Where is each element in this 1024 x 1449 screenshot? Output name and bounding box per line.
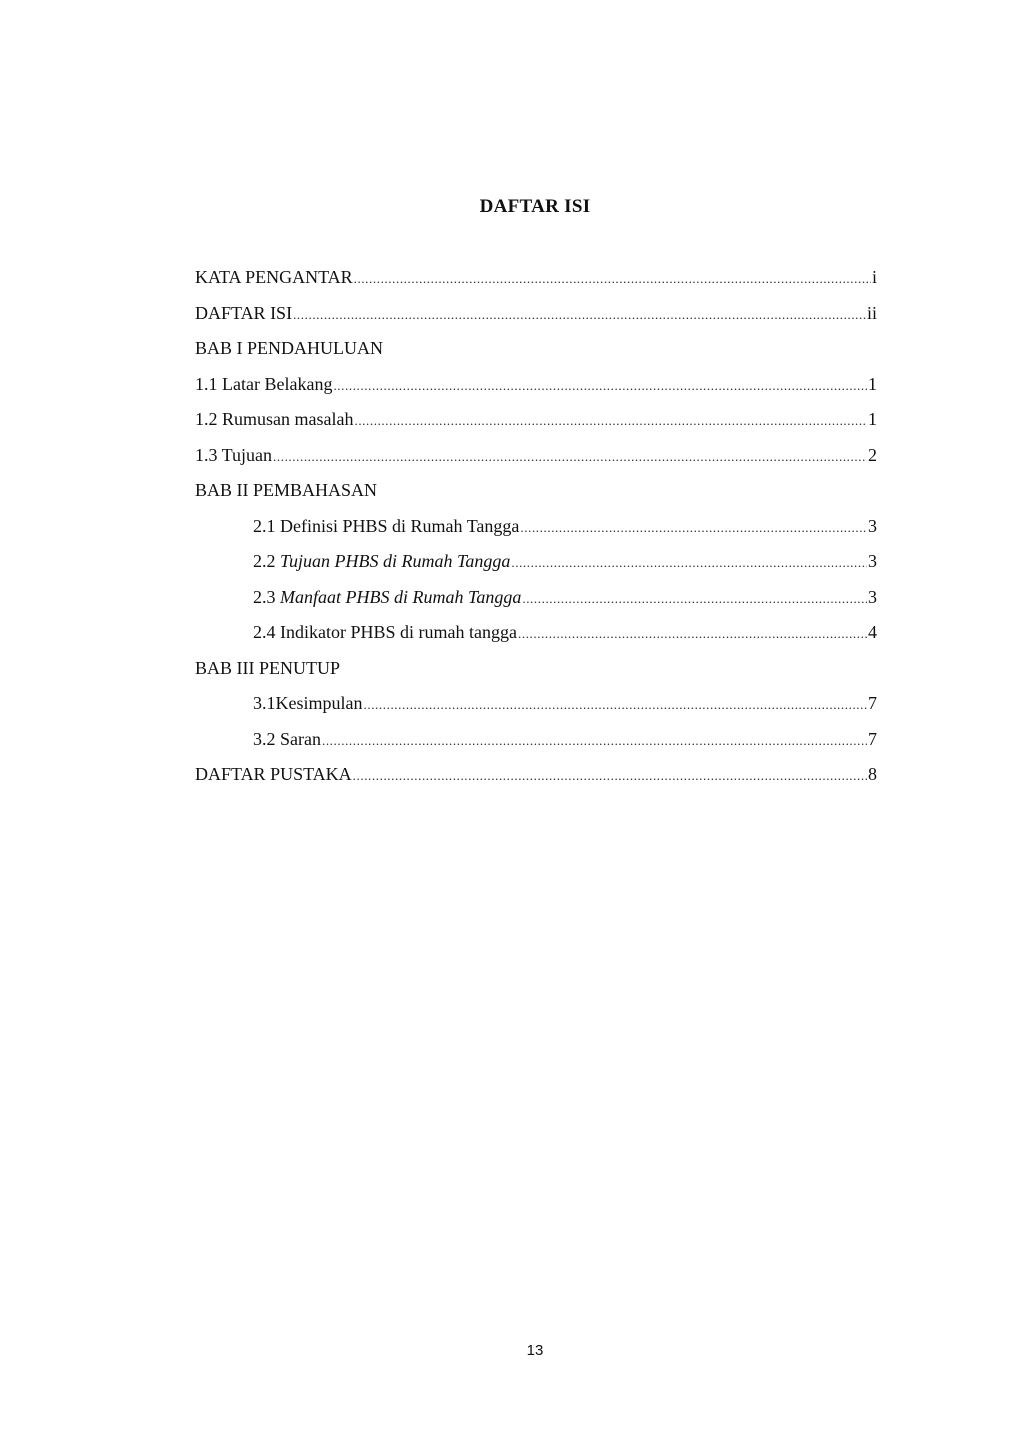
table-of-contents (195, 266, 877, 799)
toc-entry-page: 7 (868, 728, 877, 749)
toc-entry-2-2 (195, 550, 877, 586)
toc-entry-page: 3 (868, 515, 877, 536)
toc-entry-2-4 (195, 621, 877, 657)
toc-heading-bab-1 (195, 337, 877, 373)
toc-heading-label: BAB I PENDAHULUAN (195, 338, 383, 358)
toc-entry-label (253, 550, 510, 572)
toc-leader-dots (354, 268, 871, 290)
toc-leader-dots (522, 588, 867, 610)
toc-entry-3-2 (195, 728, 877, 764)
toc-leader-dots (322, 730, 867, 752)
toc-entry-page: ii (866, 302, 877, 323)
toc-entry-label: 3.2 Saran (253, 728, 321, 749)
toc-entry-daftar-isi (195, 302, 877, 338)
toc-entry-page: 8 (868, 764, 877, 784)
toc-entry-label (253, 586, 521, 608)
toc-entry-label: KATA PENGANTAR (195, 267, 353, 287)
toc-leader-dots (354, 410, 867, 432)
toc-heading-bab-2 (195, 479, 877, 515)
toc-entry-label: 2.4 Indikator PHBS di rumah tangga (253, 622, 517, 642)
toc-heading-label: BAB II PEMBAHASAN (195, 480, 378, 500)
toc-entry-number: 2.3 (253, 586, 280, 607)
toc-entry-label: 1.1 Latar Belakang (195, 373, 333, 394)
toc-entry-text: Manfaat PHBS di Rumah Tangga (280, 586, 522, 607)
page-title: DAFTAR ISI (479, 196, 591, 217)
toc-entry-text: Tujuan PHBS di Rumah Tangga (280, 551, 511, 571)
toc-entry-label: 1.2 Rumusan masalah (195, 409, 354, 429)
toc-leader-dots (293, 304, 866, 326)
toc-entry-page: 1 (868, 409, 877, 429)
toc-entry-page: 3 (868, 551, 877, 571)
toc-entry-kata-pengantar (195, 266, 877, 302)
toc-entry-label: DAFTAR PUSTAKA (195, 764, 352, 784)
toc-leader-dots (511, 552, 867, 574)
toc-entry-page: i (871, 267, 877, 287)
toc-entry-1-1 (195, 373, 877, 409)
toc-leader-dots (520, 517, 867, 539)
toc-entry-page: 1 (868, 373, 877, 394)
toc-leader-dots (333, 375, 867, 397)
toc-leader-dots (518, 623, 867, 645)
toc-leader-dots (273, 446, 867, 468)
toc-entry-1-3 (195, 444, 877, 480)
toc-heading-label: BAB III PENUTUP (195, 657, 341, 678)
toc-entry-label: 2.1 Definisi PHBS di Rumah Tangga (253, 515, 520, 536)
toc-entry-2-3 (195, 586, 877, 622)
toc-entry-3-1 (195, 692, 877, 728)
page-number: 13 (526, 1342, 544, 1359)
toc-entry-number: 2.2 (253, 551, 280, 571)
toc-entry-page: 7 (868, 693, 877, 713)
toc-entry-page: 2 (868, 444, 877, 465)
toc-entry-label: DAFTAR ISI (195, 302, 293, 323)
toc-leader-dots (364, 694, 868, 716)
toc-entry-daftar-pustaka (195, 763, 877, 799)
toc-entry-page: 3 (868, 586, 877, 607)
toc-entry-2-1 (195, 515, 877, 551)
toc-entry-page: 4 (868, 622, 877, 642)
toc-entry-1-2 (195, 408, 877, 444)
toc-entry-label: 1.3 Tujuan (195, 444, 273, 465)
toc-entry-label: 3.1Kesimpulan (253, 693, 363, 713)
toc-leader-dots (353, 765, 867, 787)
toc-heading-bab-3 (195, 657, 877, 693)
